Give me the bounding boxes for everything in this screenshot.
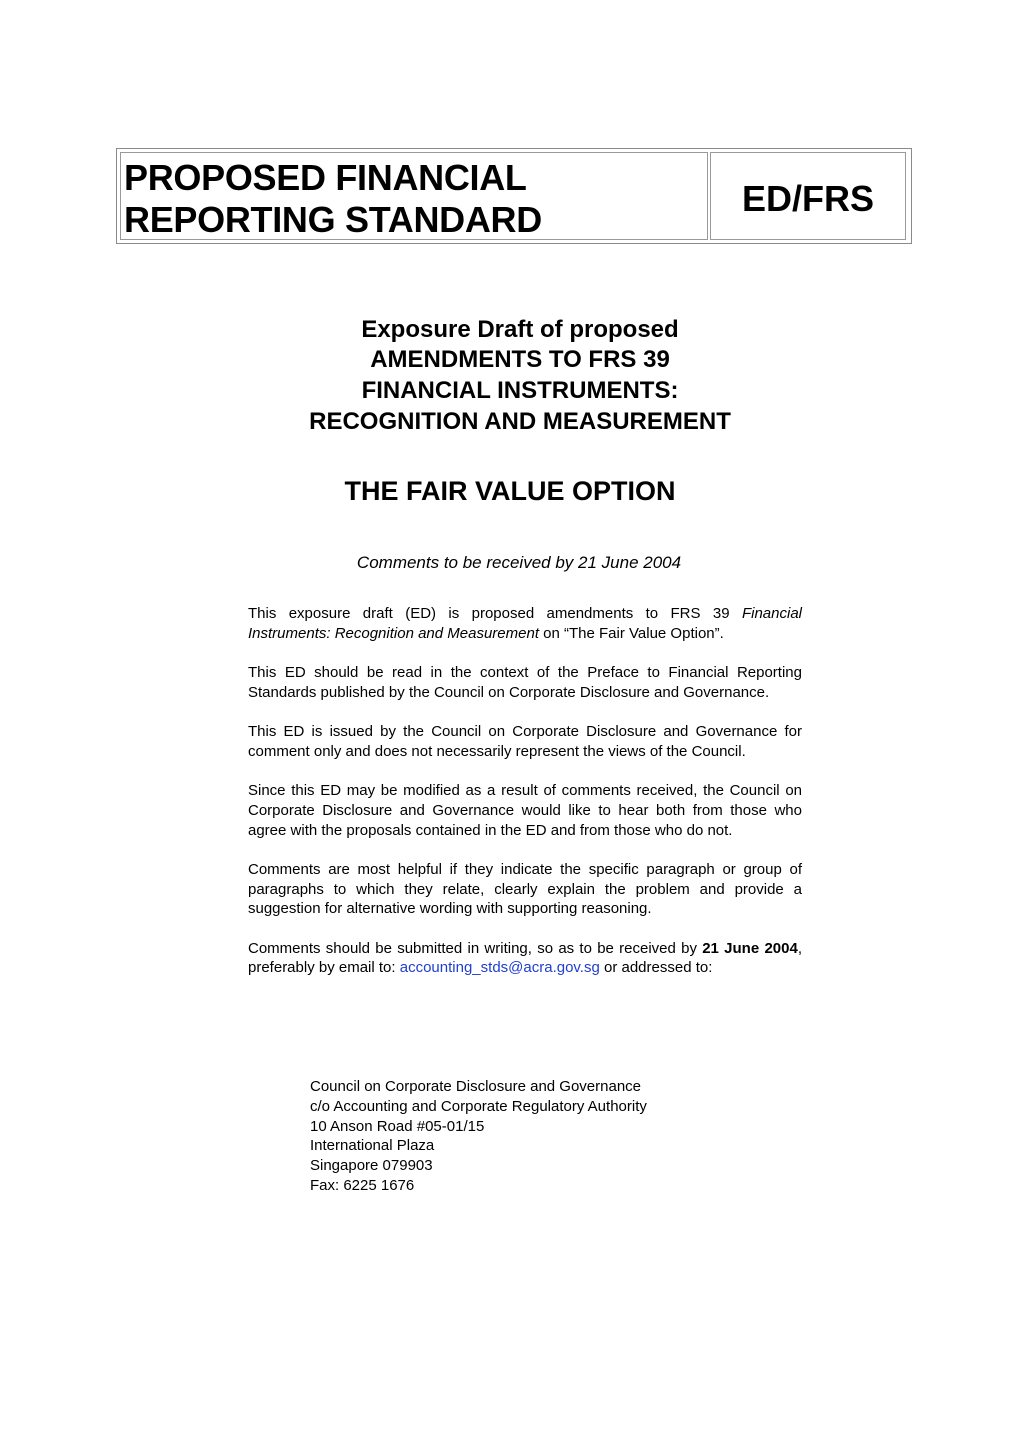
header-title-cell [120,152,708,240]
document-code: ED/FRS [741,178,874,219]
standard-name: Financial Instruments: Recognition and Measurement [248,605,802,642]
address-line-5: Singapore 079903 [310,1157,433,1175]
header-code-cell [710,152,906,240]
paragraph-2: This ED should be read in the context of the Preface to Financial Reporting Standards published by the Council on Corporate Disclosure and Governance. [248,663,802,701]
address-line-3: 10 Anson Road #05-01/15 [310,1117,485,1135]
mailing-address [310,1077,647,1196]
paragraph-5: Comments are most helpful if they indicate the specific paragraph or group of paragraphs to which they relate, clearly explain the problem and provide a suggestion for alternative wording with supporting reasoning. [248,860,802,918]
paragraph-6-mid: , preferably by email to: [248,939,802,977]
ed-title-line-3: FINANCIAL INSTRUMENTS: [361,377,679,404]
paragraph-6-tail: or addressed to: [599,959,713,977]
paragraph-6 [248,939,802,979]
address-line-1: Council on Corporate Disclosure and Governance [310,1078,642,1095]
paragraph-3: This ED is issued by the Council on Corporate Disclosure and Governance for comment only and does not necessarily represent the views of the Council. [248,722,802,760]
header-box [116,148,912,244]
ed-title-line-1: Exposure Draft of proposed [361,316,679,343]
title-line-2: REPORTING STANDARD [124,199,542,240]
document-type-title [124,157,542,241]
email-link[interactable]: accounting_stds@acra.gov.sg [399,959,600,977]
subtitle: THE FAIR VALUE OPTION [344,476,676,506]
exposure-draft-title [0,316,1020,437]
paragraph-1-tail: on “The Fair Value Option”. [538,624,724,642]
deadline-date: 21 June 2004 [702,939,798,957]
body-text [248,604,802,978]
address-line-4: International Plaza [310,1137,435,1155]
fax-number: Fax: 6225 1676 [310,1176,415,1194]
address-line-2: c/o Accounting and Corporate Regulatory Authority [310,1097,647,1115]
title-line-1: PROPOSED FINANCIAL [124,157,527,198]
paragraph-1-text: This exposure draft (ED) is proposed amendments to FRS 39 [248,605,742,622]
paragraph-6-text: Comments should be submitted in writing, so as to be received by [248,939,703,957]
ed-title-line-2: AMENDMENTS TO FRS 39 [370,346,670,373]
ed-title-line-4: RECOGNITION AND MEASUREMENT [309,408,731,435]
paragraph-4: Since this ED may be modified as a result of comments received, the Council on Corporate Disclosure and Governance would like to hear both from those who agree with the proposals contained in the ED and from those who do not. [248,781,802,839]
paragraph-1 [248,604,802,644]
comment-deadline: Comments to be received by 21 June 2004 [356,553,682,572]
